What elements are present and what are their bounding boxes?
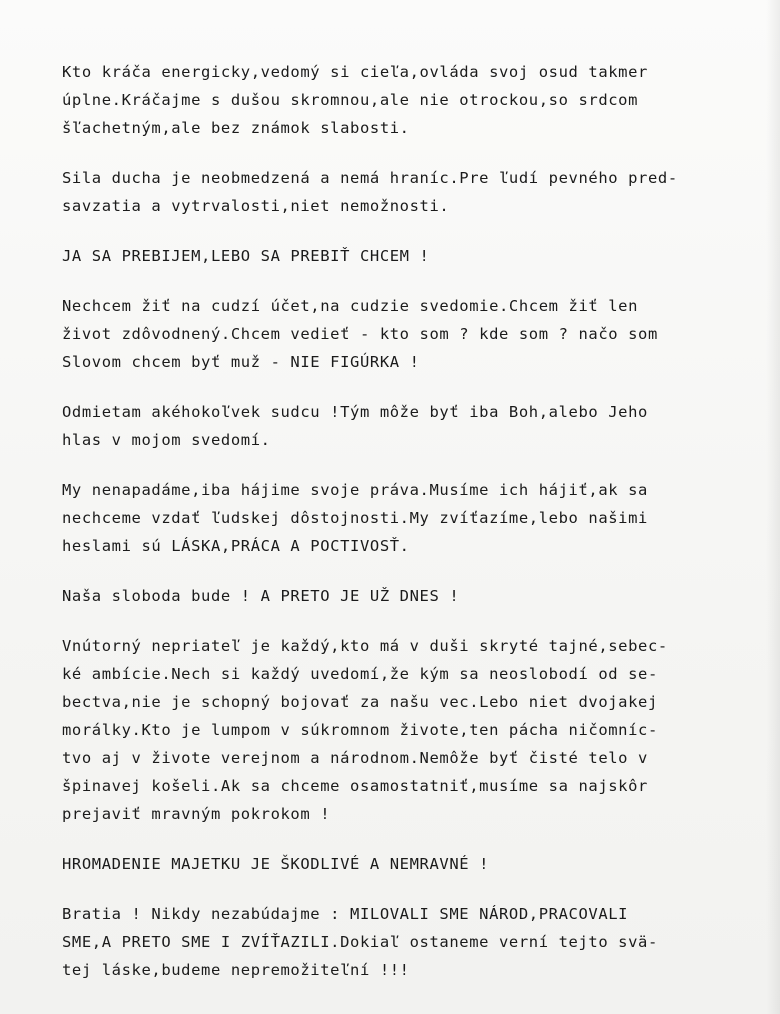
text-line: nechceme vzdať ľudskej dôstojnosti.My zvíťazíme,lebo našimi	[62, 509, 648, 527]
text-line: Odmietam akéhokoľvek sudcu !Tým môže byť iba Boh,alebo Jeho	[62, 403, 648, 421]
paragraph	[62, 582, 762, 610]
paper-edge-shadow	[766, 0, 780, 1014]
paragraph-gap	[62, 878, 762, 900]
paragraph	[62, 476, 762, 560]
text-line: šľachetným,ale bez známok slabosti.	[62, 119, 410, 137]
paragraph-gap	[62, 270, 762, 292]
text-line: tvo aj v živote verejnom a národnom.Nemôže byť čisté telo v	[62, 749, 648, 767]
text-line: bectva,nie je schopný bojovať za našu vec.Lebo niet dvojakej	[62, 693, 658, 711]
paragraph	[62, 58, 762, 142]
text-line: Kto kráča energicky,vedomý si cieľa,ovláda svoj osud takmer	[62, 63, 648, 81]
text-line: úplne.Kráčajme s dušou skromnou,ale nie otrockou,so srdcom	[62, 91, 639, 109]
paragraph	[62, 164, 762, 220]
text-line: život zdôvodnený.Chcem vedieť - kto som ? kde som ? načo som	[62, 325, 658, 343]
text-line: heslami sú LÁSKA,PRÁCA A POCTIVOSŤ.	[62, 537, 410, 555]
text-line: Naša sloboda bude ! A PRETO JE UŽ DNES !	[62, 587, 460, 605]
text-line: HROMADENIE MAJETKU JE ŠKODLIVÉ A NEMRAVNÉ !	[62, 855, 490, 873]
paragraph	[62, 900, 762, 984]
paragraph	[62, 632, 762, 828]
text-line: My nenapadáme,iba hájime svoje práva.Musíme ich hájiť,ak sa	[62, 481, 648, 499]
paragraph-gap	[62, 828, 762, 850]
text-line: hlas v mojom svedomí.	[62, 431, 271, 449]
paragraph	[62, 242, 762, 270]
text-line: savzatia a vytrvalosti,niet nemožnosti.	[62, 197, 450, 215]
paragraph-gap	[62, 376, 762, 398]
paragraph-gap	[62, 220, 762, 242]
paragraph-gap	[62, 454, 762, 476]
text-line: prejaviť mravným pokrokom !	[62, 805, 331, 823]
paragraph	[62, 292, 762, 376]
paragraph-gap	[62, 142, 762, 164]
text-line: ké ambície.Nech si každý uvedomí,že kým sa neoslobodí od se-	[62, 665, 658, 683]
text-line: Vnútorný nepriateľ je každý,kto má v duši skryté tajné,sebec-	[62, 637, 668, 655]
text-line: Bratia ! Nikdy nezabúdajme : MILOVALI SME NÁROD,PRACOVALI	[62, 905, 629, 923]
text-line: SME,A PRETO SME I ZVÍŤAZILI.Dokiaľ ostaneme verní tejto svä-	[62, 933, 658, 951]
text-line: Nechcem žiť na cudzí účet,na cudzie svedomie.Chcem žiť len	[62, 297, 639, 315]
paragraph-gap	[62, 610, 762, 632]
text-line: tej láske,budeme nepremožiteľní !!!	[62, 961, 410, 979]
text-line: JA SA PREBIJEM,LEBO SA PREBIŤ CHCEM !	[62, 247, 430, 265]
text-line: morálky.Kto je lumpom v súkromnom živote,ten pácha ničomníc-	[62, 721, 658, 739]
text-line: špinavej košeli.Ak sa chceme osamostatniť,musíme sa najskôr	[62, 777, 648, 795]
text-line: Slovom chcem byť muž - NIE FIGÚRKA !	[62, 353, 420, 371]
paragraph-gap	[62, 560, 762, 582]
document-body	[62, 58, 762, 984]
text-line: Sila ducha je neobmedzená a nemá hraníc.Pre ľudí pevného pred-	[62, 169, 678, 187]
paragraph	[62, 850, 762, 878]
paragraph	[62, 398, 762, 454]
